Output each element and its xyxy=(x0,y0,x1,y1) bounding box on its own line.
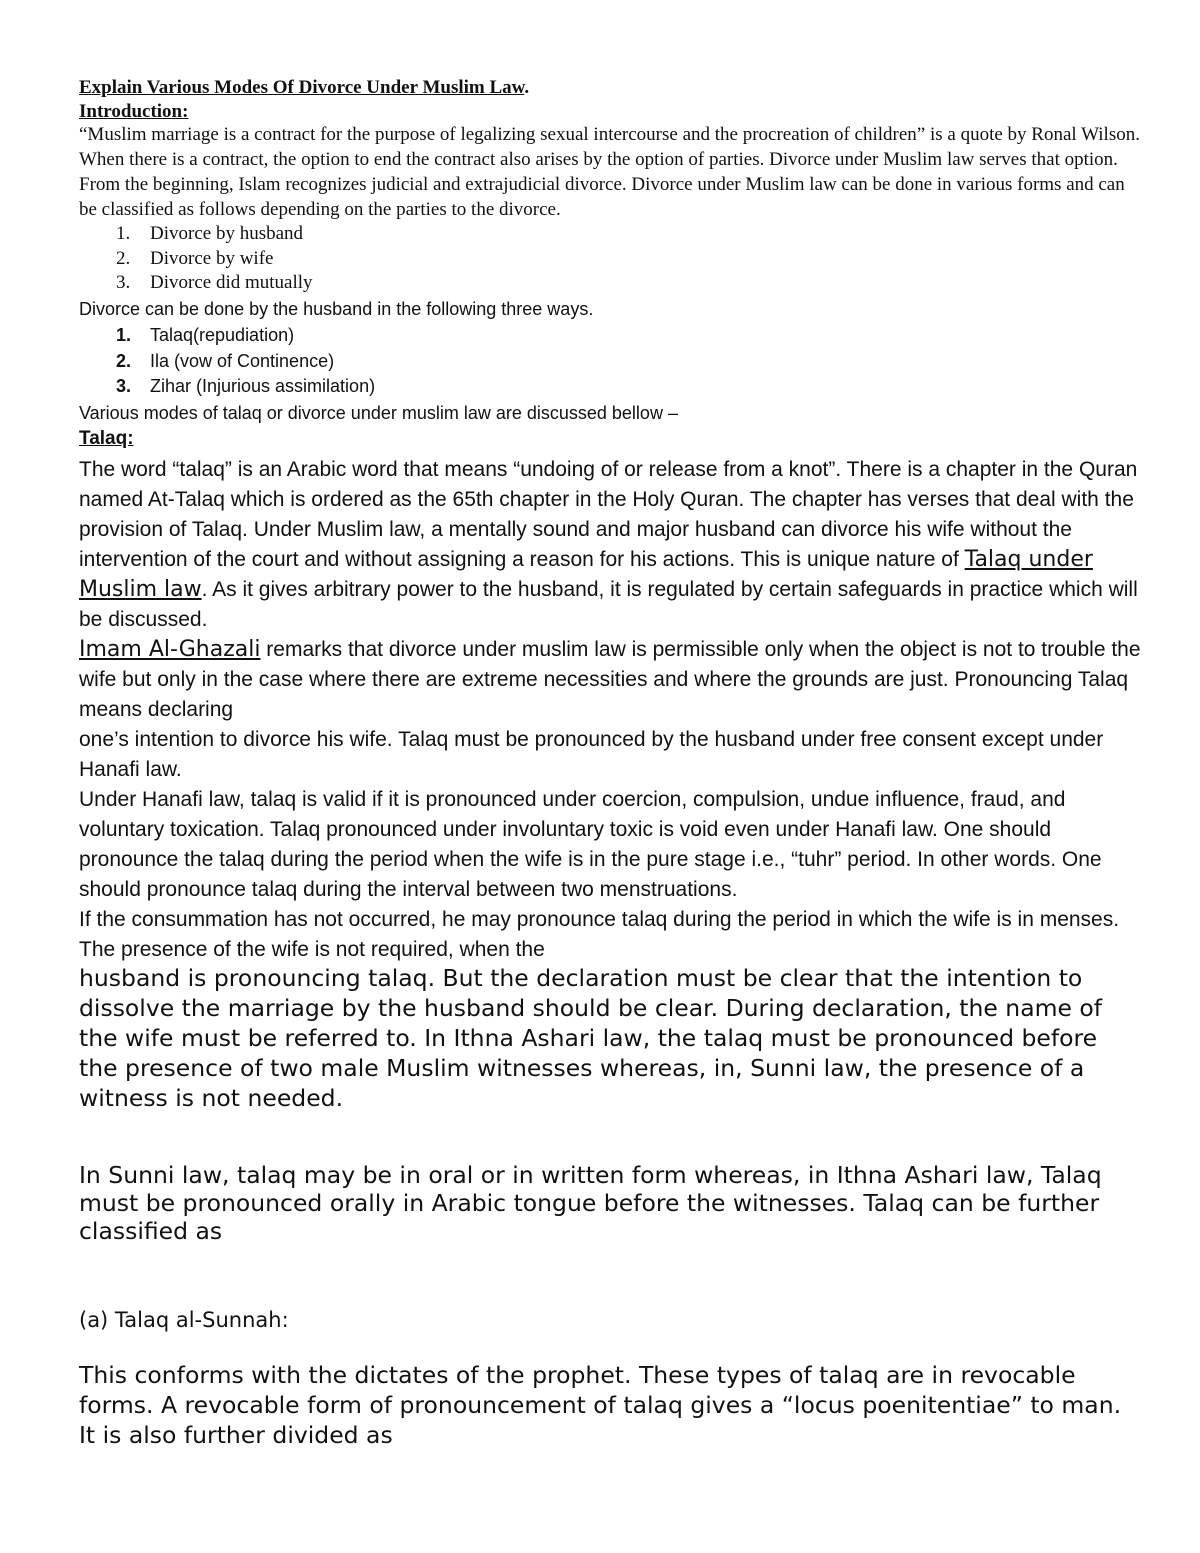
ghazali-paragraph-text: remarks that divorce under muslim law is permissible only when the object is not to trouble the wife but only in the case where there are extreme necessities and where the grounds are just. Pronouncing Talaq means declaring xyxy=(79,638,1141,721)
intention-paragraph: one’s intention to divorce his wife. Talaq must be pronounced by the husband under free consent except under Hanafi law. xyxy=(79,728,1104,781)
sunni-law-paragraph: In Sunni law, talaq may be in oral or in written form whereas, in Ithna Ashari law, Talaq must be pronounced orally in Arabic tongue before the witnesses. Talaq can be further classified as xyxy=(79,1161,1102,1245)
list-item-text: Talaq(repudiation) xyxy=(150,325,295,345)
list-item xyxy=(79,222,1139,247)
talaq-al-sunnah-paragraph: This conforms with the dictates of the prophet. These types of talaq are in revocable forms. A revocable form of pronouncement of talaq gives a “locus poenitentiae” to man. It is also further divided as xyxy=(79,1361,1122,1449)
list-number: 1. xyxy=(116,223,131,244)
list-item xyxy=(79,247,1139,272)
list-item-text: Ila (vow of Continence) xyxy=(150,350,335,371)
introduction-paragraph: “Muslim marriage is a contract for the purpose of legalizing sexual intercourse and the procreation of children” is a quote by Ronal Wilson. When there is a contract, the option to end the contract also arises by the option of parties. Divorce under Muslim law serves that option. From the beginning, Islam recognizes judicial and extrajudicial divorce. Divorce under Muslim law can be done in various forms and can be classified as follows depending on the parties to the divorce. xyxy=(79,124,1140,220)
list-number: 2. xyxy=(116,247,131,269)
list-item-text: Divorce did mutually xyxy=(150,272,313,293)
hanafi-paragraph: Under Hanafi law, talaq is valid if it is pronounced under coercion, compulsion, undue influence, fraud, and voluntary toxication. Talaq pronounced under involuntary toxic is void even under Hanafi law. One should pronounce the talaq during the period when the wife is in the pure stage i.e., “tuhr” period. In other words. One should pronounce talaq during the interval between two menstruations. xyxy=(79,788,1102,901)
list-item-text: Zihar (Injurious assimilation) xyxy=(150,376,376,396)
document-title xyxy=(79,76,1139,100)
talaq-heading: Talaq: xyxy=(79,428,134,449)
list-item xyxy=(79,349,1139,375)
list-number: 2. xyxy=(116,350,132,371)
list-number: 3. xyxy=(116,376,132,396)
modes-intro-line: Various modes of talaq or divorce under muslim law are discussed bellow – xyxy=(79,403,678,423)
talaq-al-sunnah-heading: (a) Talaq al-Sunnah: xyxy=(79,1308,289,1332)
document-title-period: . xyxy=(524,77,530,98)
imam-al-ghazali-link[interactable]: Imam Al-Ghazali xyxy=(79,637,261,662)
list-item-text: Divorce by husband xyxy=(150,223,304,244)
list-number: 3. xyxy=(116,272,131,293)
document-title-text: Explain Various Modes Of Divorce Under Muslim Law xyxy=(79,77,525,98)
consummation-paragraph: If the consummation has not occurred, he may pronounce talaq during the period in which the wife is in menses. The presence of the wife is not required, when the xyxy=(79,908,1120,961)
declaration-paragraph: husband is pronouncing talaq. But the declaration must be clear that the intention to dissolve the marriage by the husband should be clear. During declaration, the name of the wife must be referred to. In Ithna Ashari law, the talaq must be pronounced before the presence of two male Muslim witnesses whereas, in, Sunni law, the presence of a witness is not needed. xyxy=(79,964,1103,1112)
talaq-paragraph xyxy=(79,455,1149,635)
divorce-parties-list xyxy=(79,222,1139,296)
ghazali-paragraph xyxy=(79,635,1149,725)
talaq-under-muslim-law-link[interactable]: Talaq under Muslim law xyxy=(79,547,1093,602)
talaq-paragraph-text: The word “talaq” is an Arabic word that means “undoing of or release from a knot”. There is a chapter in the Quran named At-Talaq which is ordered as the 65th chapter in the Holy Quran. The chapter has verses that deal with the provision of Talaq. Under Muslim law, a mentally sound and major husband can divorce his wife without the intervention of the court and without assigning a reason for his actions. This is unique nature of xyxy=(79,458,1138,571)
talaq-paragraph-text-end: . As it gives arbitrary power to the husband, it is regulated by certain safeguards in practice which will be discussed. xyxy=(79,578,1138,631)
list-number: 1. xyxy=(116,325,132,345)
introduction-heading: Introduction: xyxy=(79,101,189,122)
list-item-text: Divorce by wife xyxy=(150,247,274,269)
list-item xyxy=(79,271,1139,296)
husband-ways-intro: Divorce can be done by the husband in the following three ways. xyxy=(79,299,594,319)
list-item xyxy=(79,374,1139,400)
husband-ways-list xyxy=(79,323,1139,400)
talaq-section-body xyxy=(79,455,1149,965)
list-item xyxy=(79,323,1139,349)
